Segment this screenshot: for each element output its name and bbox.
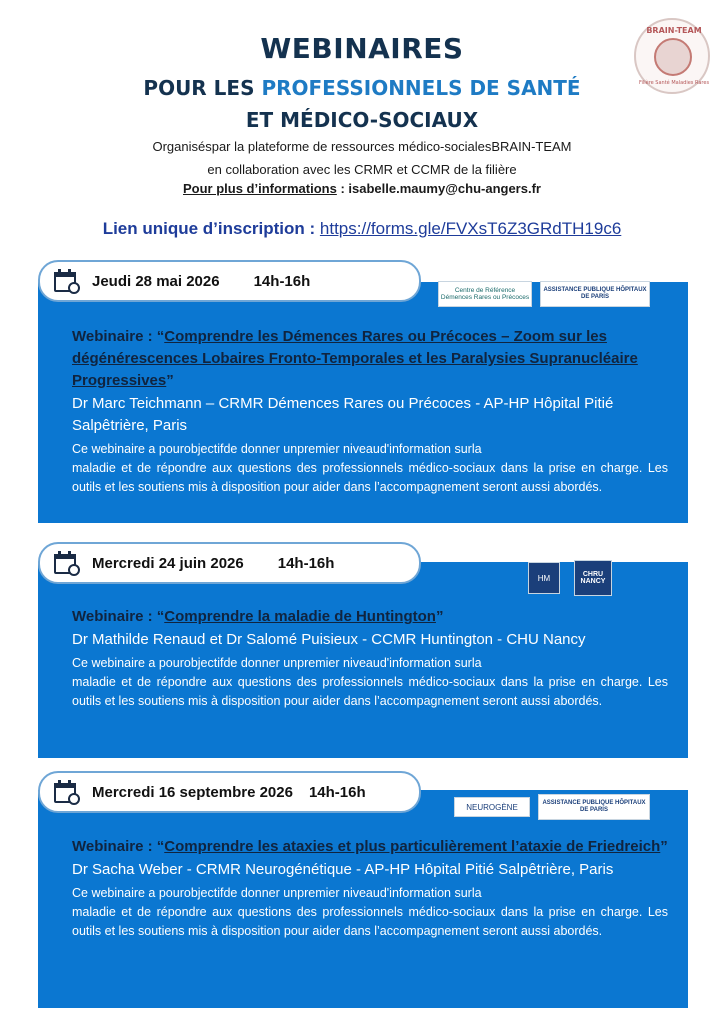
calendar-clock-icon: [54, 551, 80, 575]
registration-row: [0, 219, 724, 239]
calendar-clock-icon: [54, 780, 80, 804]
calendar-clock-icon: [54, 269, 80, 293]
date-pill: [38, 542, 421, 584]
webinar-title-link[interactable]: Comprendre la maladie de Huntington: [164, 608, 436, 625]
webinar-speaker: Dr Marc Teichmann – CRMR Démences Rares ou Précoces - AP-HP Hôpital Pitié Salpêtrière, Paris: [72, 395, 614, 434]
date-pill: [38, 771, 421, 813]
webinar-description-line1: Ce webinaire a pourobjectifde donner unpremier niveaud'information surla: [72, 886, 482, 900]
page-subtitle-line1: [0, 76, 724, 100]
webinar-title: [72, 326, 668, 392]
webinar-content: [72, 606, 668, 711]
webinar-time: 14h-16h: [277, 554, 335, 572]
webinar-speaker: Dr Mathilde Renaud et Dr Salomé Puisieux - CCMR Huntington - CHU Nancy: [72, 631, 586, 648]
webinar-date: Jeudi 28 mai 2026: [92, 272, 220, 290]
webinar-title-suffix: ”: [660, 838, 668, 855]
webinar-date: Mercredi 24 juin 2026: [92, 554, 244, 572]
webinar-title-prefix: Webinaire : “: [72, 838, 165, 855]
info-contact[interactable]: : isabelle.maumy@chu-angers.fr: [336, 181, 541, 196]
registration-link[interactable]: https://forms.gle/FVXsT6Z3GRdTH19c6: [319, 219, 622, 238]
collaboration-text: en collaboration avec les CRMR et CCMR de la filière: [207, 162, 517, 177]
partner-logo: HM: [528, 562, 560, 594]
date-pill: [38, 260, 421, 302]
webinar-title: [72, 606, 668, 628]
page-subtitle-line2: ET MÉDICO-SOCIAUX: [245, 108, 479, 132]
webinar-speaker: Dr Sacha Weber - CRMR Neurogénétique - AP-HP Hôpital Pitié Salpêtrière, Paris: [72, 861, 614, 878]
webinar-description-line1: Ce webinaire a pourobjectifde donner unpremier niveaud'information surla: [72, 656, 482, 670]
subtitle-prefix: POUR LES: [143, 76, 262, 100]
webinar-title: [72, 836, 668, 858]
webinar-time: 14h-16h: [308, 783, 366, 801]
webinar-title-link[interactable]: Comprendre les Démences Rares ou Précoces – Zoom sur les dégénérescences Lobaires Fronto-Temporales et les Paralysies Supranucléaire Progressives: [72, 328, 638, 389]
webinar-content: [72, 326, 668, 497]
logo-bottom-text: Filière Santé Maladies Rares: [638, 80, 710, 86]
page-title: WEBINAIRES: [260, 32, 464, 65]
webinar-description-line1: Ce webinaire a pourobjectifde donner unpremier niveaud'information surla: [72, 442, 482, 456]
webinar-description: maladie et de répondre aux questions des professionnels médico-sociaux dans la prise en charge. Les outils et les soutiens mis à disposition pour aider dans l’accompagnement seront aussi abordés.: [72, 905, 668, 938]
webinar-time: 14h-16h: [253, 272, 311, 290]
webinar-content: [72, 836, 668, 941]
partner-logo: CHRU NANCY: [574, 560, 612, 596]
partner-logo: Centre de Référence Démences Rares ou Précoces: [438, 281, 532, 307]
webinar-title-link[interactable]: Comprendre les ataxies et plus particulièrement l’ataxie de Friedreich: [164, 838, 661, 855]
webinar-title-prefix: Webinaire : “: [72, 328, 165, 345]
info-label: Pour plus d’informations: [183, 181, 337, 196]
webinar-title-suffix: ”: [435, 608, 444, 625]
webinar-date: Mercredi 16 septembre 2026: [92, 783, 293, 801]
subtitle-highlight: PROFESSIONNELS DE SANTÉ: [261, 76, 581, 100]
partner-logo: NEUROGÈNE: [454, 797, 530, 817]
webinar-description: maladie et de répondre aux questions des professionnels médico-sociaux dans la prise en charge. Les outils et les soutiens mis à disposition pour aider dans l’accompagnement seront aussi abordés.: [72, 461, 668, 494]
webinar-description: maladie et de répondre aux questions des professionnels médico-sociaux dans la prise en charge. Les outils et les soutiens mis à disposition pour aider dans l’accompagnement seront aussi abordés.: [72, 675, 668, 708]
logo-top-text: BRAIN-TEAM: [646, 26, 702, 35]
partner-logo: ASSISTANCE PUBLIQUE HÔPITAUX DE PARIS: [540, 281, 650, 307]
webinar-title-prefix: Webinaire : “: [72, 608, 165, 625]
info-line: [0, 181, 724, 196]
registration-label: Lien unique d’inscription :: [102, 219, 320, 238]
webinar-title-suffix: ”: [166, 372, 174, 389]
organizer-text: Organiséspar la plateforme de ressources médico-socialesBRAIN-TEAM: [152, 139, 572, 154]
partner-logo: ASSISTANCE PUBLIQUE HÔPITAUX DE PARIS: [538, 794, 650, 820]
